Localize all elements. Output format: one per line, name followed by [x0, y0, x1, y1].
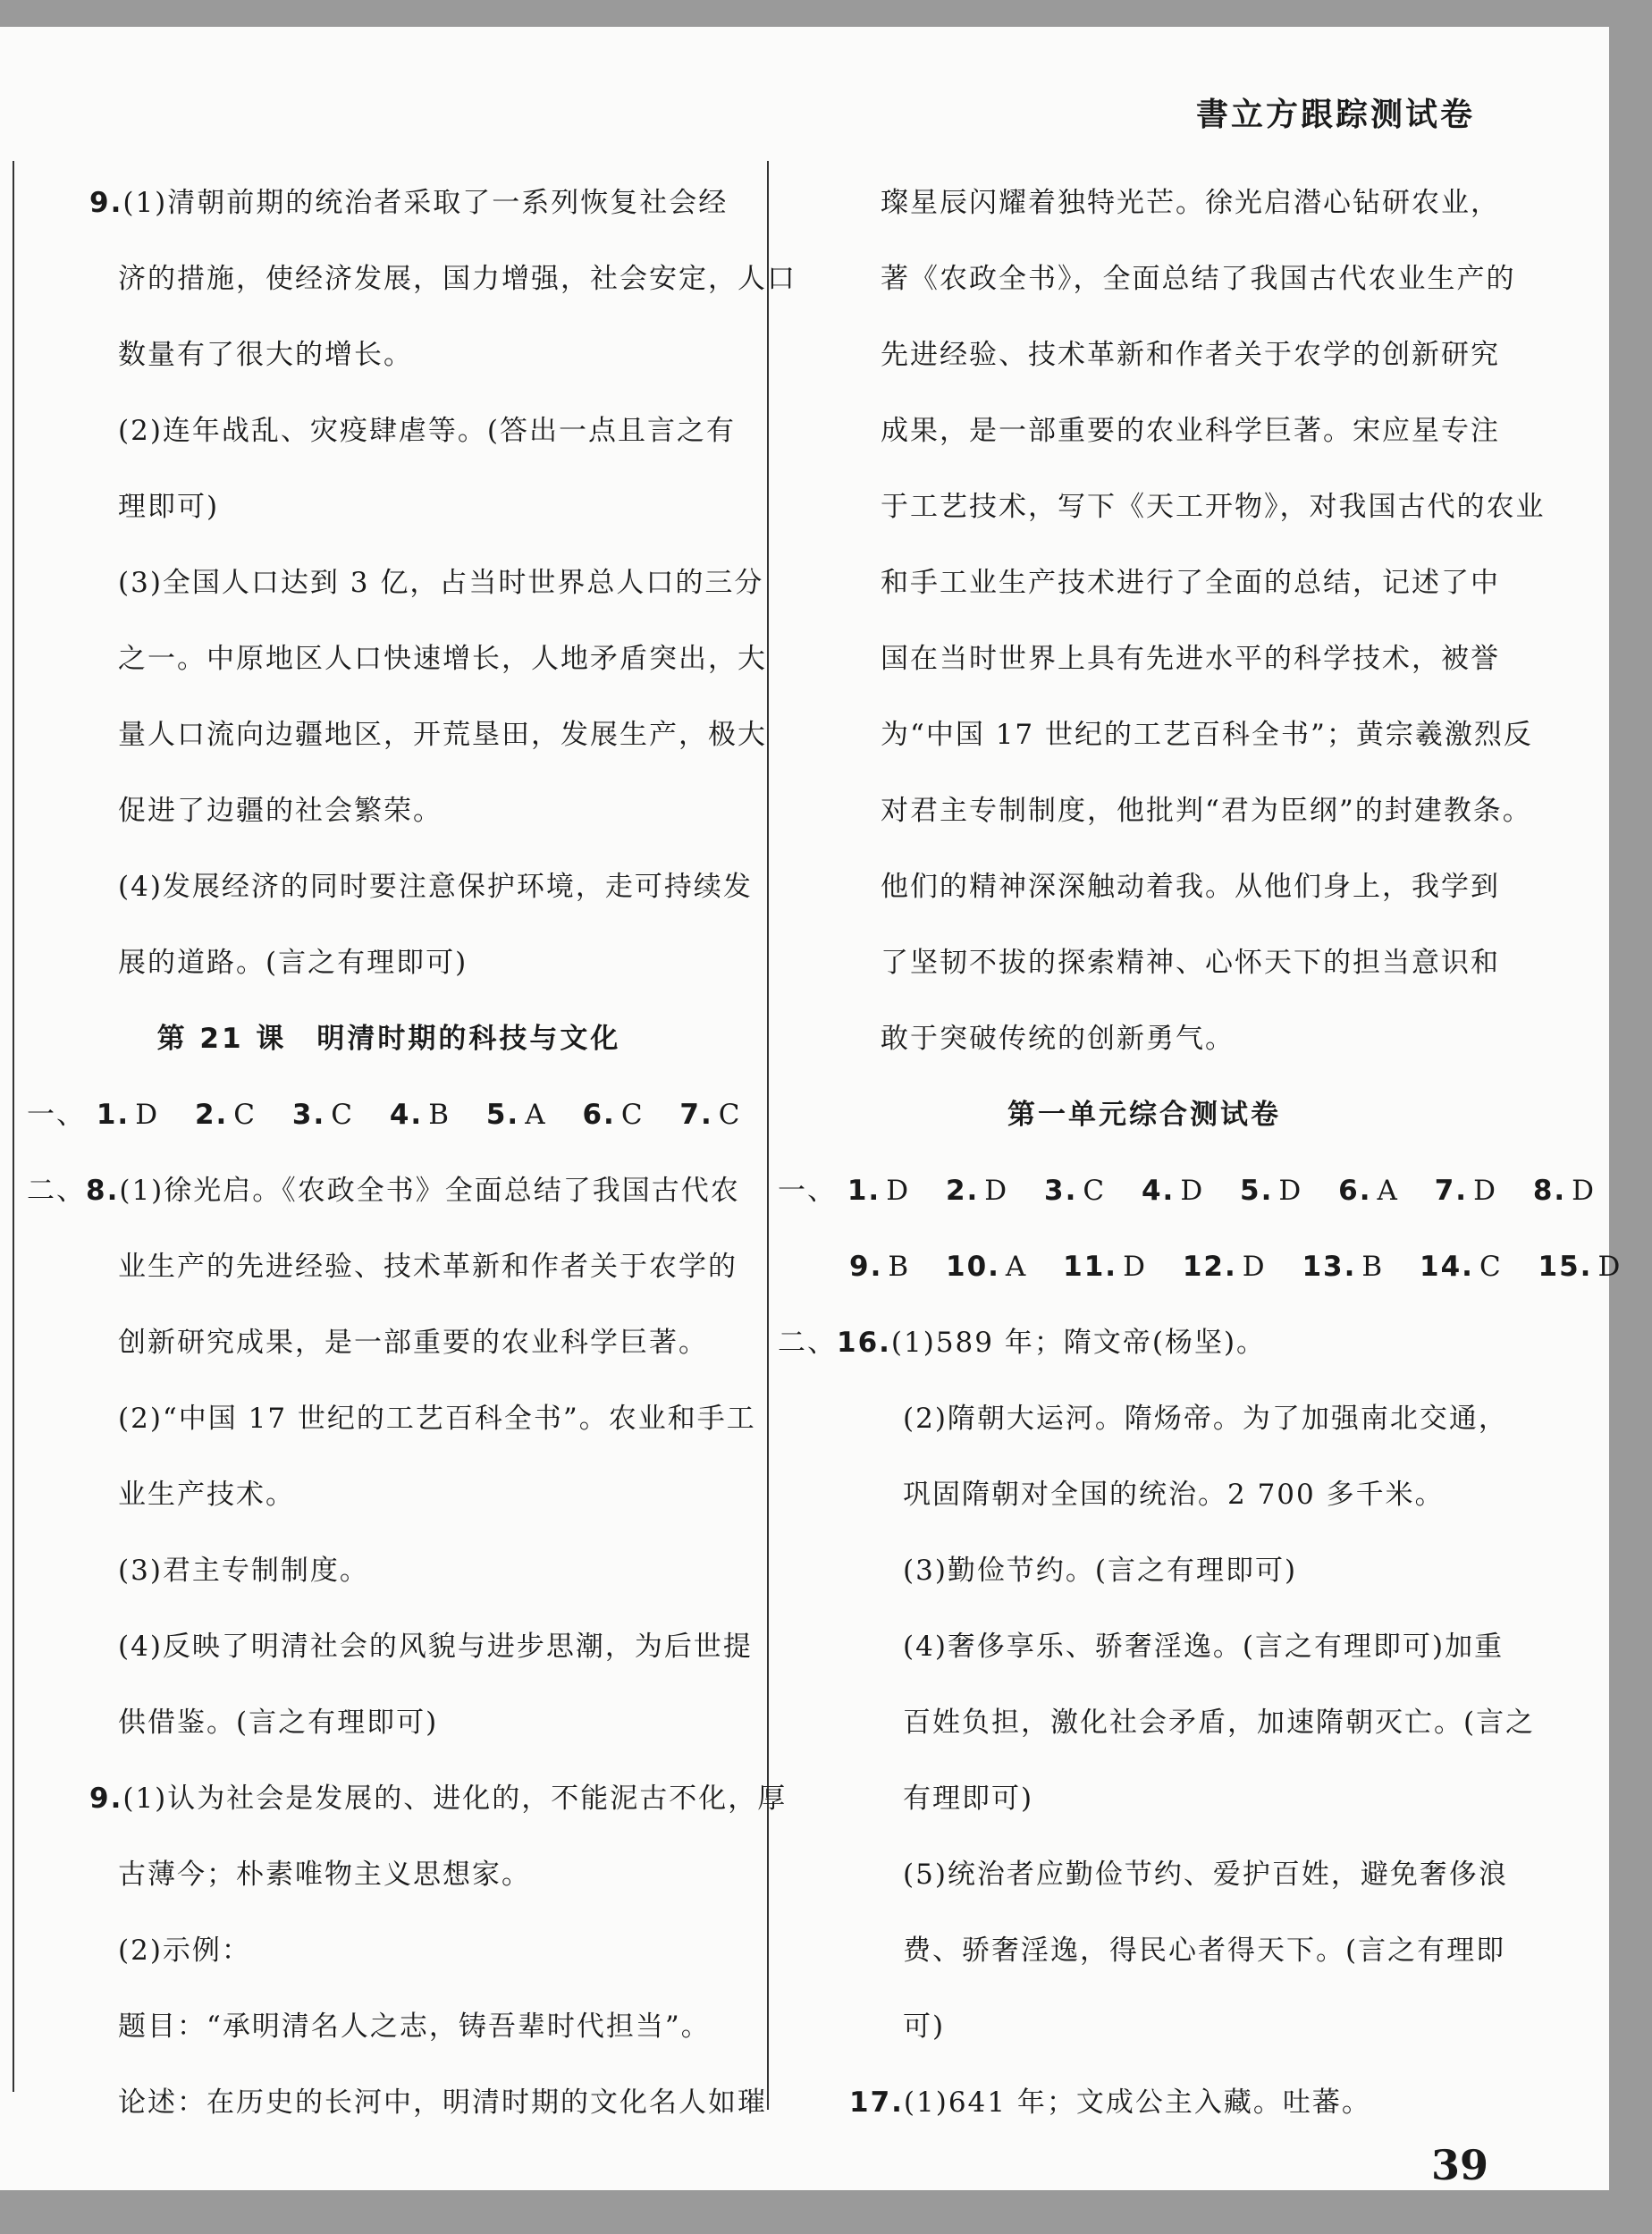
answer-line: 论述：在历史的长河中，明清时期的文化名人如璀 [118, 2086, 767, 2119]
answer-line: 题目：“承明清名人之志，铸吾辈时代担当”。 [118, 2011, 711, 2043]
section-heading: 第 21 课 明清时期的科技与文化 [156, 1023, 621, 1055]
running-header: 書立方跟踪测试卷 [1195, 97, 1475, 133]
answer-line: 可) [903, 2011, 946, 2043]
answer-line: (3)君主专制制度。 [118, 1555, 369, 1587]
answer-line: 业生产的先进经验、技术革新和作者关于农学的 [118, 1251, 738, 1283]
answer-line: 成果，是一部重要的农业科学巨著。宋应星专注 [881, 415, 1500, 447]
answer-line: 古薄今；朴素唯物主义思想家。 [118, 1859, 531, 1891]
choice-answers-row: 一、 1. D 2. C 3. C 4. B 5. A 6. C 7. C [27, 1099, 742, 1131]
answer-line: 对君主专制制度，他批判“君为臣纲”的封建教条。 [881, 795, 1532, 827]
answer-line: 之一。中原地区人口快速增长，人地矛盾突出，大 [118, 643, 767, 675]
answer-line: (2)“中国 17 世纪的工艺百科全书”。农业和手工 [118, 1403, 756, 1435]
answer-line: 展的道路。(言之有理即可) [118, 947, 468, 979]
answer-line: 促进了边疆的社会繁荣。 [118, 795, 442, 827]
answer-line: 璨星辰闪耀着独特光芒。徐光启潜心钻研农业， [881, 187, 1500, 219]
answer-line: (5)统治者应勤俭节约、爱护百姓，避免奢侈浪 [903, 1859, 1508, 1891]
answer-line: 费、骄奢淫逸，得民心者得天下。(言之有理即 [903, 1935, 1506, 1967]
answer-line: (2)示例： [118, 1935, 251, 1967]
answer-line: 9.(1)清朝前期的统治者采取了一系列恢复社会经 [89, 187, 729, 219]
answer-line: 敢于突破传统的创新勇气。 [881, 1023, 1235, 1055]
answer-line: 济的措施，使经济发展，国力增强，社会安定，人口 [118, 263, 796, 295]
answer-line: (4)反映了明清社会的风貌与进步思潮，为后世提 [118, 1631, 753, 1663]
right-column [778, 165, 1622, 2141]
left-margin-rule [13, 161, 14, 2092]
answer-line: 国在当时世界上具有先进水平的科学技术，被誉 [881, 643, 1500, 675]
left-column [27, 165, 796, 2141]
answer-line: 9.(1)认为社会是发展的、进化的，不能泥古不化，厚 [89, 1783, 788, 1815]
answer-line: (4)发展经济的同时要注意保护环境，走可持续发 [118, 871, 753, 903]
answer-line: 创新研究成果，是一部重要的农业科学巨著。 [118, 1327, 708, 1359]
answer-line: 二、16.(1)589 年；隋文帝(杨坚)。 [778, 1327, 1267, 1359]
answer-line: 二、8.(1)徐光启。《农政全书》全面总结了我国古代农 [27, 1175, 740, 1207]
answer-line: 有理即可) [903, 1783, 1034, 1815]
answer-line: 17.(1)641 年；文成公主入藏。吐蕃。 [849, 2086, 1371, 2119]
answer-line: 为“中国 17 世纪的工艺百科全书”；黄宗羲激烈反 [881, 719, 1533, 751]
answer-line: 了坚韧不拔的探索精神、心怀天下的担当意识和 [881, 947, 1500, 979]
answer-line: (2)隋朝大运河。隋炀帝。为了加强南北交通， [903, 1403, 1508, 1435]
answer-line: 业生产技术。 [118, 1479, 295, 1511]
answer-line: 百姓负担，激化社会矛盾，加速隋朝灭亡。(言之 [903, 1707, 1536, 1739]
answer-line: 著《农政全书》，全面总结了我国古代农业生产的 [881, 263, 1516, 295]
answer-line: 巩固隋朝对全国的统治。2 700 多千米。 [903, 1479, 1445, 1511]
answer-line: (3)勤俭节约。(言之有理即可) [903, 1555, 1298, 1587]
answer-line: 于工艺技术，写下《天工开物》，对我国古代的农业 [881, 491, 1546, 523]
answer-line: 理即可) [118, 491, 220, 523]
answer-line: (3)全国人口达到 3 亿，占当时世界总人口的三分 [118, 567, 764, 599]
answer-line: 和手工业生产技术进行了全面的总结，记述了中 [881, 567, 1500, 599]
answer-line: (4)奢侈享乐、骄奢淫逸。(言之有理即可)加重 [903, 1631, 1504, 1663]
section-heading: 第一单元综合测试卷 [1007, 1099, 1281, 1131]
choice-answers-row: 9. B 10. A 11. D 12. D 13. B 14. C 15. D [849, 1251, 1622, 1283]
page [0, 27, 1622, 2190]
answer-line: 量人口流向边疆地区，开荒垦田，发展生产，极大 [118, 719, 767, 751]
page-number: 39 [1430, 2141, 1488, 2189]
answer-line: 供借鉴。(言之有理即可) [118, 1707, 439, 1739]
choice-answers-row: 一、 1. D 2. D 3. C 4. D 5. D 6. A 7. D 8. D [778, 1175, 1597, 1207]
answer-line: 他们的精神深深触动着我。从他们身上，我学到 [881, 871, 1500, 903]
answer-line: 数量有了很大的增长。 [118, 339, 413, 371]
answer-line: (2)连年战乱、灾疫肆虐等。(答出一点且言之有 [118, 415, 737, 447]
answer-line: 先进经验、技术革新和作者关于农学的创新研究 [881, 339, 1500, 371]
